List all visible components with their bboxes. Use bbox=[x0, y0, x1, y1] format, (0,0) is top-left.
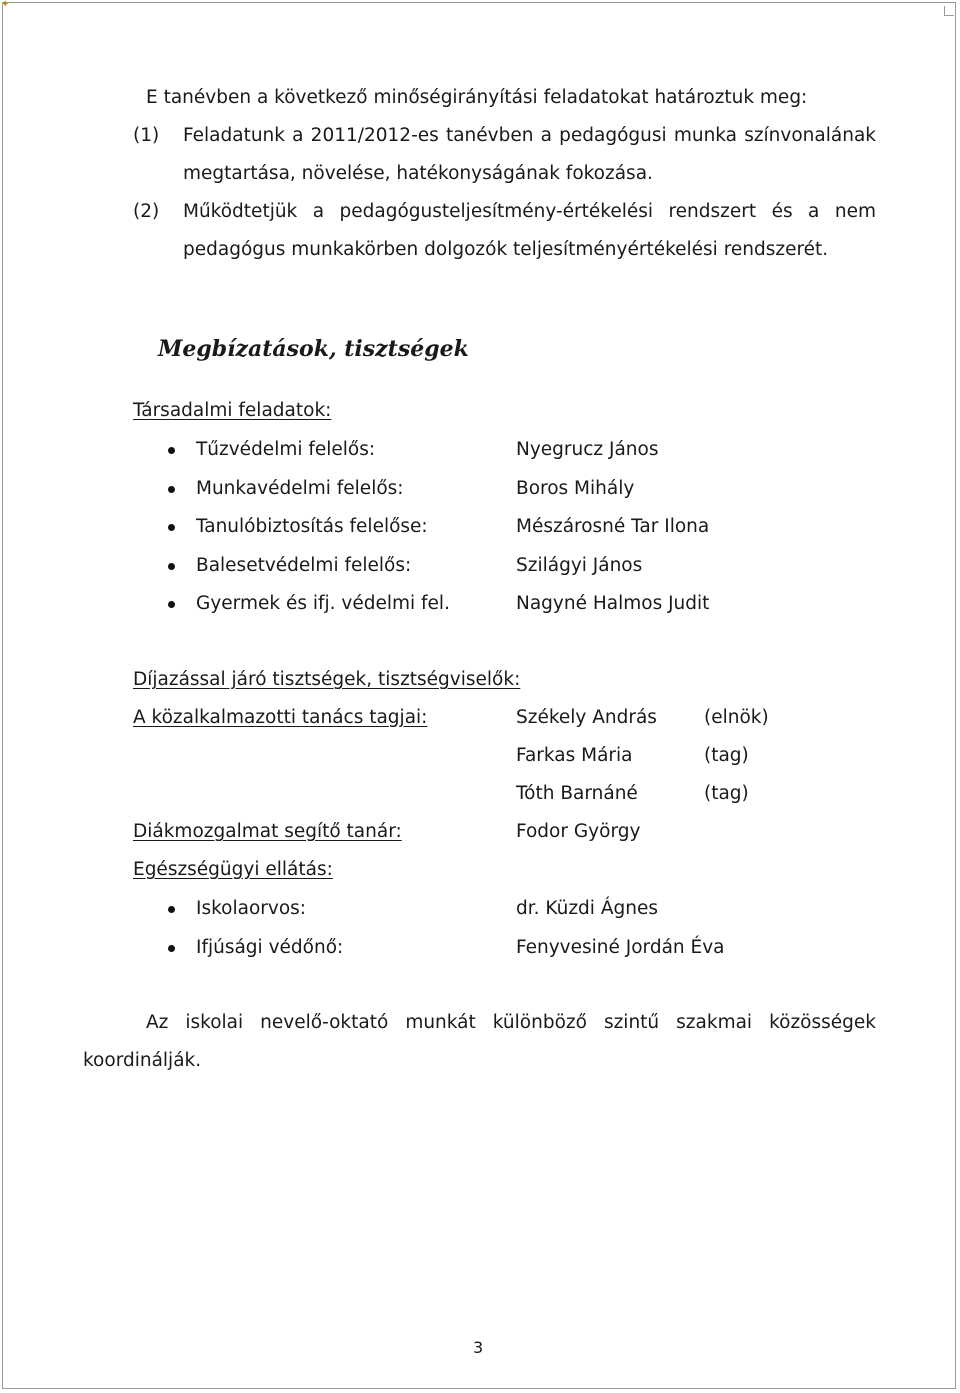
section-title: Megbízatások, tisztségek bbox=[158, 336, 469, 362]
social-role-5: Gyermek és ifj. védelmi fel. bbox=[196, 593, 450, 614]
bullet-icon bbox=[168, 601, 175, 608]
council-member-2: Farkas Mária bbox=[516, 745, 633, 766]
social-person-4: Szilágyi János bbox=[516, 555, 643, 576]
social-person-5: Nagyné Halmos Judit bbox=[516, 593, 710, 614]
student-person: Fodor György bbox=[516, 821, 641, 842]
social-heading: Társadalmi feladatok: bbox=[133, 400, 332, 421]
intro-item-2-line1: Működtetjük a pedagógusteljesítmény-értékelési rendszert és a nem bbox=[183, 201, 876, 222]
council-member-1: Székely András bbox=[516, 707, 657, 728]
closing-line2: koordinálják. bbox=[83, 1050, 202, 1071]
health-role-2: Ifjúsági védőnő: bbox=[196, 937, 344, 958]
council-role-3: (tag) bbox=[704, 783, 749, 804]
council-label: A közalkalmazotti tanács tagjai: bbox=[133, 707, 428, 728]
page-number: 3 bbox=[473, 1338, 484, 1357]
closing-line1: Az iskolai nevelő-oktató munkát különböző szintű szakmai közösségek bbox=[146, 1012, 876, 1033]
bullet-icon bbox=[168, 486, 175, 493]
intro-lead: E tanévben a következő minőségirányítási feladatokat határoztuk meg: bbox=[146, 87, 808, 108]
health-label: Egészségügyi ellátás: bbox=[133, 859, 333, 880]
bullet-icon bbox=[168, 906, 175, 913]
social-role-2: Munkavédelmi felelős: bbox=[196, 478, 404, 499]
bullet-icon bbox=[168, 563, 175, 570]
council-role-1: (elnök) bbox=[704, 707, 769, 728]
page-fold-icon bbox=[944, 6, 954, 16]
social-person-3: Mészárosné Tar Ilona bbox=[516, 516, 710, 537]
intro-item-1-line2: megtartása, növelése, hatékonyságának fokozása. bbox=[183, 163, 653, 184]
corner-marker-icon: ✦ bbox=[1, 0, 10, 10]
social-role-4: Balesetvédelmi felelős: bbox=[196, 555, 412, 576]
social-person-2: Boros Mihály bbox=[516, 478, 635, 499]
paid-heading: Díjazással járó tisztségek, tisztségviselők: bbox=[133, 669, 521, 690]
bullet-icon bbox=[168, 524, 175, 531]
social-role-1: Tűzvédelmi felelős: bbox=[196, 439, 376, 460]
health-person-1: dr. Küzdi Ágnes bbox=[516, 898, 658, 919]
council-member-3: Tóth Barnáné bbox=[516, 783, 638, 804]
bullet-icon bbox=[168, 447, 175, 454]
health-role-1: Iskolaorvos: bbox=[196, 898, 307, 919]
intro-item-2-line2: pedagógus munkakörben dolgozók teljesítményértékelési rendszerét. bbox=[183, 239, 829, 260]
intro-item-2-number: (2) bbox=[133, 201, 160, 222]
student-label: Diákmozgalmat segítő tanár: bbox=[133, 821, 402, 842]
intro-item-1-line1: Feladatunk a 2011/2012-es tanévben a pedagógusi munka színvonalának bbox=[183, 125, 876, 146]
social-person-1: Nyegrucz János bbox=[516, 439, 659, 460]
health-person-2: Fenyvesiné Jordán Éva bbox=[516, 937, 725, 958]
social-role-3: Tanulóbiztosítás felelőse: bbox=[196, 516, 428, 537]
intro-item-1-number: (1) bbox=[133, 125, 160, 146]
bullet-icon bbox=[168, 945, 175, 952]
council-role-2: (tag) bbox=[704, 745, 749, 766]
